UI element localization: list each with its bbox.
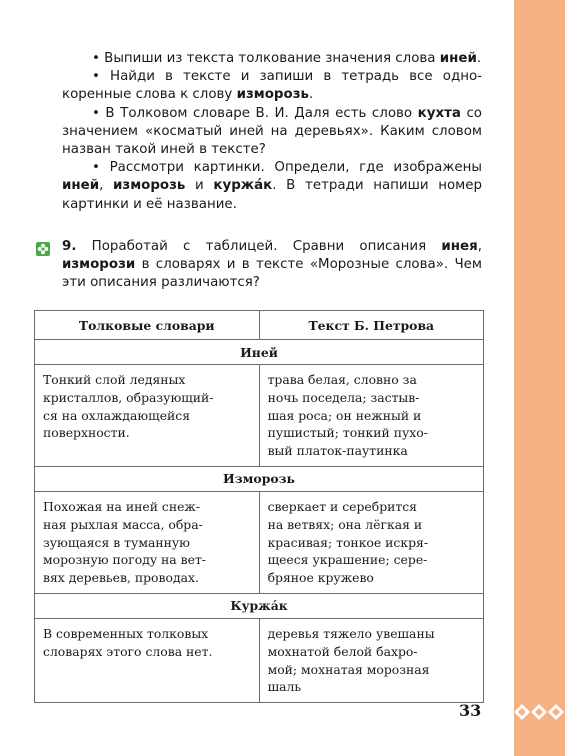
text-description: деревья тяжело увешаны мохнатой белой бахро- мой; мохнатая морозная шаль <box>259 618 483 702</box>
section-title: Иней <box>35 340 484 365</box>
task-9-text: 9. Поработай с таблицей. Сравни описания инея, изморози в словарях и в тексте «Морозные слова». Чем эти описания различаются? <box>62 239 482 291</box>
bullet-item: • Выпиши из текста толкование значения слова иней. <box>92 51 482 66</box>
table-row <box>35 618 484 702</box>
bullet-item: • В Толковом словаре В. И. Даля есть слово кухта со значением «косматый иней на деревьях». Каким словом назван такой иней в тексте? <box>62 105 483 158</box>
table-header-row <box>35 311 484 340</box>
comparison-table <box>34 310 484 703</box>
bullet-item: • Рассмотри картинки. Определи, где изображены иней, изморозь и куржáк. В тетради напиши номер картинки и её название. <box>62 160 483 212</box>
header-dictionaries: Толковые словари <box>35 311 260 340</box>
header-text-petrov: Текст Б. Петрова <box>259 311 483 340</box>
bullet-item: • Найди в тексте и запиши в тетрадь все одно-коренные слова к слову изморозь. <box>62 69 482 103</box>
page-number: 33 <box>459 701 482 720</box>
table-row <box>35 365 484 467</box>
section-title-row <box>35 466 484 491</box>
bullet-list <box>62 50 482 214</box>
text-description: сверкает и серебрится на ветвях; она лёгкая и красивая; тонкое искря- щееся украшение; сере- бряное кружево <box>259 491 483 593</box>
section-title: Куржáк <box>35 593 484 618</box>
diamond-ornament-icon <box>512 700 565 724</box>
section-title-row <box>35 340 484 365</box>
dictionary-definition: Тонкий слой ледяных кристаллов, образующий- ся на охлаждающейся поверхности. <box>35 365 260 467</box>
table-row <box>35 491 484 593</box>
text-description: трава белая, словно за ночь поседела; застыв- шая роса; он нежный и пушистый; тонкий пухо- вый платок-паутинка <box>259 365 483 467</box>
section-title-row <box>35 593 484 618</box>
green-flower-icon <box>36 242 50 256</box>
dictionary-definition: Похожая на иней снеж- ная рыхлая масса, обра- зующаяся в туманную морозную погоду на вет- вях деревьев, проводах. <box>35 491 260 593</box>
section-title: Изморозь <box>35 466 484 491</box>
right-margin-band <box>514 0 565 756</box>
dictionary-definition: В современных толковых словарях этого слова нет. <box>35 618 260 702</box>
task-number: 9. <box>62 239 77 254</box>
task-9 <box>62 238 482 293</box>
